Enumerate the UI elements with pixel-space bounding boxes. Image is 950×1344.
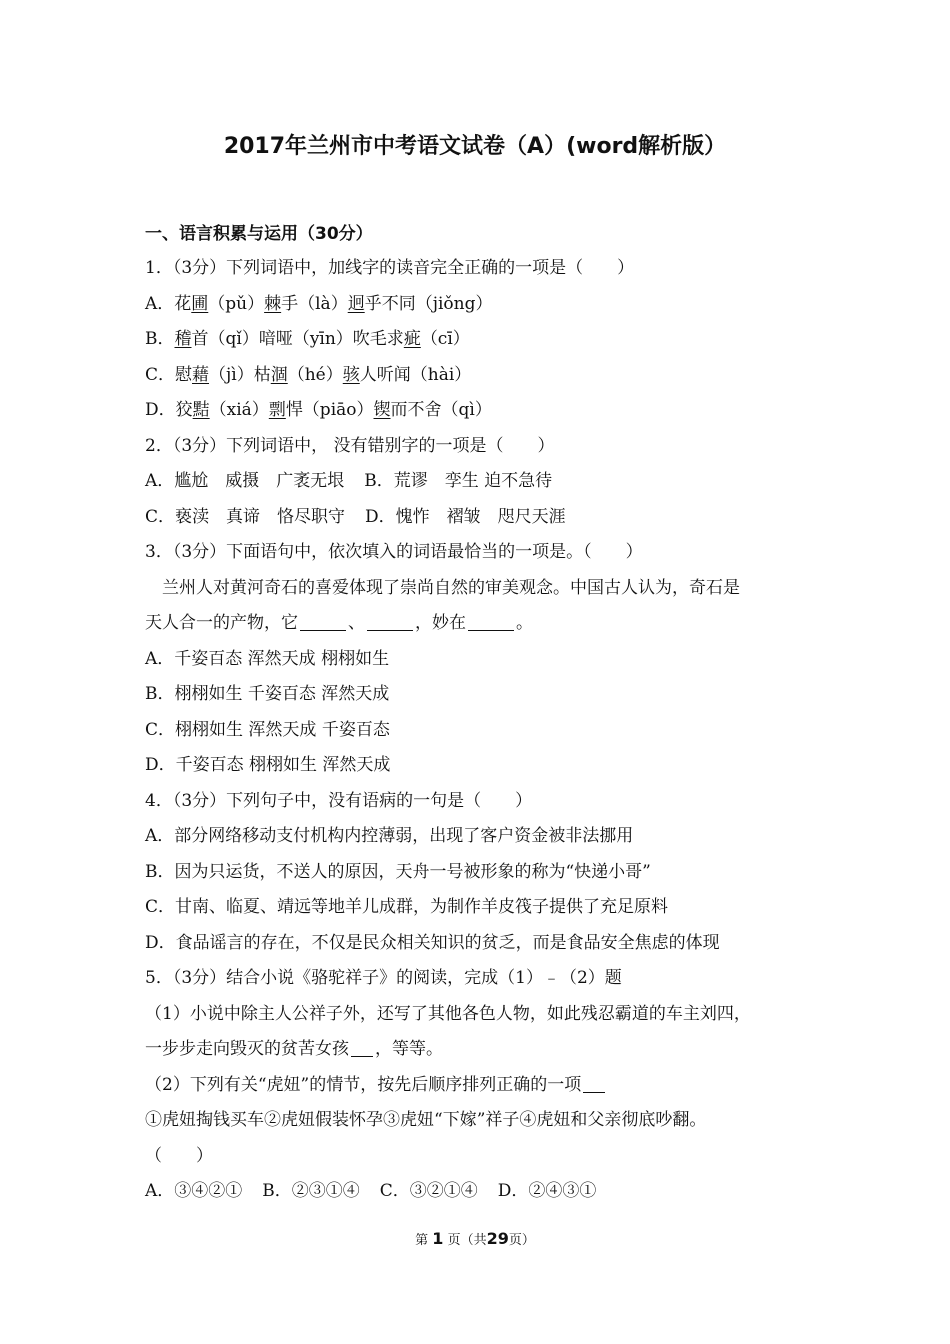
answer-blank bbox=[468, 612, 514, 631]
underlined-char: 棘 bbox=[264, 293, 282, 314]
q3-option-a: A．千姿百态 浑然天成 栩栩如生 bbox=[145, 648, 390, 669]
q5-part1-line-2: 一步步走向毁灭的贫苦女孩 ，等等。 bbox=[145, 1039, 443, 1059]
q3-option-c: C．栩栩如生 浑然天成 千姿百态 bbox=[145, 719, 390, 740]
q3-passage-line-2: 天人合一的产物，它 、 ，妙在 。 bbox=[145, 613, 533, 633]
answer-blank bbox=[300, 612, 346, 631]
q2-option-d: D．愧怍 褶皱 咫尺天涯 bbox=[365, 506, 566, 527]
answer-blank bbox=[583, 1074, 605, 1093]
q3-stem: 3．（3分）下面语句中，依次填入的词语最恰当的一项是。（ ） bbox=[145, 542, 643, 562]
q4-option-a: A．部分网络移动支付机构内控薄弱，出现了客户资金被非法挪用 bbox=[145, 826, 634, 846]
total-pages: 29 bbox=[486, 1229, 509, 1248]
q3-option-d: D．千姿百态 栩栩如生 浑然天成 bbox=[145, 755, 391, 775]
q5-part1-line-1: （1）小说中除主人公祥子外，还写了其他各色人物，如此残忍霸道的车主刘四， bbox=[145, 1003, 751, 1024]
q2-options-row-2 bbox=[145, 505, 825, 541]
section-title: 一、语言积累与运用（30分） bbox=[145, 224, 373, 244]
underlined-char: 剽 bbox=[268, 400, 286, 420]
q5-part2-line-3: （ ） bbox=[145, 1145, 213, 1166]
q4-stem: 4．（3分）下列句子中，没有语病的一句是（ ） bbox=[145, 790, 533, 811]
q5-option-a: A．③④②① bbox=[145, 1181, 243, 1201]
q4-option-b: B．因为只运货，不送人的原因，天舟一号被形象的称为“快递小哥” bbox=[145, 861, 651, 882]
underlined-char: 锲 bbox=[373, 400, 391, 420]
underlined-char: 骇 bbox=[342, 364, 360, 385]
underlined-char: 黠 bbox=[192, 400, 210, 420]
q5-part2-line-1: （2）下列有关“虎妞”的情节，按先后顺序排列正确的一项 bbox=[145, 1073, 825, 1109]
answer-blank bbox=[351, 1038, 373, 1057]
q3-passage-line-1: 兰州人对黄河奇石的喜爱体现了崇尚自然的审美观念。中国古人认为，奇石是 bbox=[162, 577, 740, 598]
q4-option-d: D．食品谣言的存在，不仅是民众相关知识的贫乏，而是食品安全焦虑的体现 bbox=[145, 932, 720, 953]
q1-option-c: C．慰藉（jì）枯涸（hé）骇人听闻（hài） bbox=[145, 364, 472, 385]
q1-option-d: D．狡黠（xiá）剽悍（piāo）锲而不舍（qì） bbox=[145, 400, 492, 420]
document-title: 2017年兰州市中考语文试卷（A）(word解析版） bbox=[223, 134, 727, 159]
q4-option-c: C．甘南、临夏、靖远等地羊儿成群，为制作羊皮筏子提供了充足原料 bbox=[145, 897, 669, 917]
q1-stem: 1．（3分）下列词语中，加线字的读音完全正确的一项是（ ） bbox=[145, 258, 635, 278]
q5-option-c: C．③②①④ bbox=[379, 1181, 478, 1201]
underlined-char: 迥 bbox=[347, 293, 365, 314]
q5-option-d: D．②④③① bbox=[497, 1181, 597, 1201]
underlined-char: 藉 bbox=[192, 364, 210, 385]
page-number: 1 bbox=[432, 1229, 444, 1248]
q3-option-b: B．栩栩如生 千姿百态 浑然天成 bbox=[145, 684, 390, 704]
questions-body bbox=[145, 256, 825, 1215]
q2-stem: 2．（3分）下列词语中， 没有错别字的一项是（ ） bbox=[145, 435, 555, 456]
underlined-char: 稽 bbox=[174, 329, 192, 349]
answer-blank bbox=[367, 612, 413, 631]
q5-options bbox=[145, 1179, 825, 1215]
underlined-char: 疵 bbox=[403, 329, 421, 349]
q2-option-b: B．荒谬 孪生 迫不急待 bbox=[364, 471, 553, 491]
q2-option-a: A．尴尬 威摄 广袤无垠 bbox=[145, 471, 345, 491]
q5-stem: 5．（3分）结合小说《骆驼祥子》的阅读，完成（1）﹣（2）题 bbox=[145, 968, 622, 988]
q5-part2-line-2: ①虎妞掏钱买车②虎妞假装怀孕③虎妞“下嫁”祥子④虎妞和父亲彻底吵翻。 bbox=[145, 1110, 707, 1130]
q1-option-b: B．稽首（qǐ）喑哑（yīn）吹毛求疵（cī） bbox=[145, 329, 470, 349]
underlined-char: 涸 bbox=[270, 364, 288, 385]
underlined-char: 圃 bbox=[191, 293, 209, 314]
q5-option-b: B．②③①④ bbox=[262, 1181, 360, 1201]
q2-options-row-1 bbox=[145, 469, 825, 505]
q1-option-a: A．花圃（pǔ）棘手（là）迥乎不同（jiǒng） bbox=[145, 293, 493, 314]
q2-option-c: C．亵渎 真谛 恪尽职守 bbox=[145, 506, 346, 527]
page-footer: 第 1 页（共29页） bbox=[415, 1229, 535, 1248]
